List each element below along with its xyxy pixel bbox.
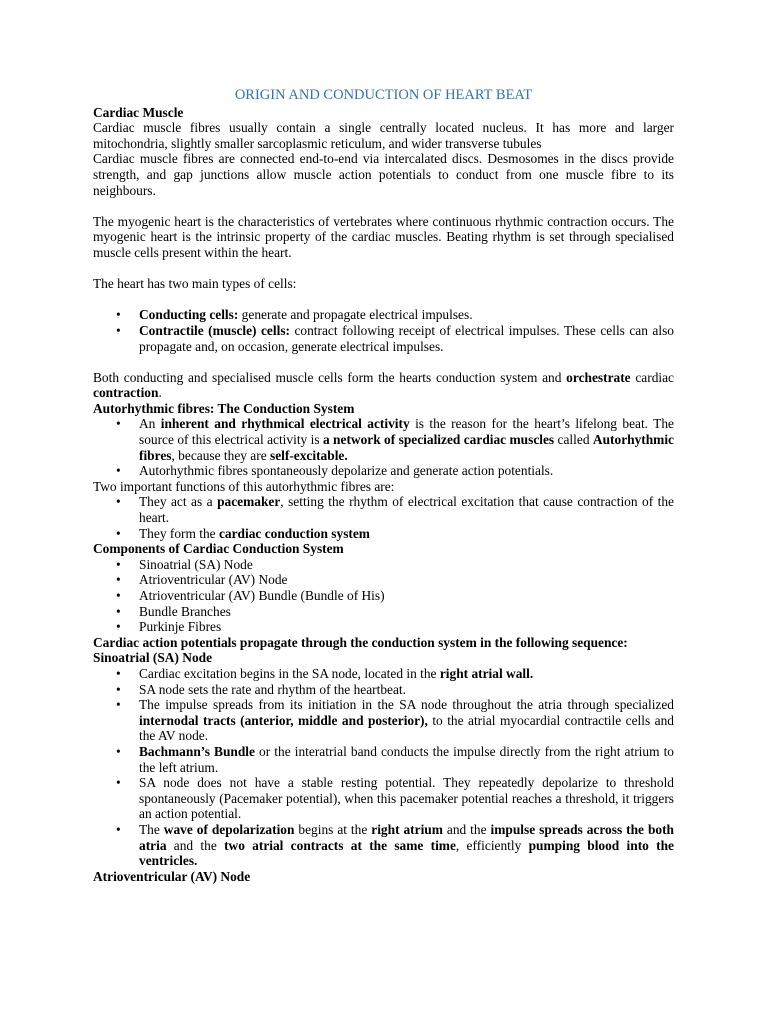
list-item: • They act as a pacemaker, setting the rhythm of electrical excitation that cause contraction of the heart. xyxy=(93,494,674,525)
list-item: • The wave of depolarization begins at the right atrium and the impulse spreads across the both atria and the two atrial contracts at the same time, efficiently pumping blood into the ventricles. xyxy=(93,822,674,869)
cell-types-list xyxy=(93,307,674,354)
list-item: • SA node does not have a stable resting potential. They repeatedly depolarize to threshold spontaneously (Pacemaker potential), when this pacemaker potential reaches a threshold, it triggers an action potential. xyxy=(93,775,674,822)
components-list xyxy=(93,557,674,635)
list-item: • They form the cardiac conduction system xyxy=(93,526,674,542)
list-item: • Bachmann’s Bundle or the interatrial band conducts the impulse directly from the right atrium to the left atrium. xyxy=(93,744,674,775)
paragraph: Two important functions of this autorhythmic fibres are: xyxy=(93,478,395,494)
list-item: • The impulse spreads from its initiation in the SA node throughout the atria through specialized internodal tracts (anterior, middle and posterior), to the atrial myocardial contractile cells and the AV node. xyxy=(93,697,674,744)
list-item: • Cardiac excitation begins in the SA node, located in the right atrial wall. xyxy=(93,666,674,682)
list-item: • Sinoatrial (SA) Node xyxy=(93,557,674,573)
list-item: • Purkinje Fibres xyxy=(93,619,674,635)
list-item: • An inherent and rhythmical electrical activity is the reason for the heart’s lifelong beat. The source of this electrical activity is a network of specialized cardiac muscles called Autorhythmic fibres, because they are self-excitable. xyxy=(93,416,674,463)
heading-cardiac-muscle: Cardiac Muscle xyxy=(93,104,184,120)
list-item: • Atrioventricular (AV) Node xyxy=(93,572,674,588)
list-item: • Contractile (muscle) cells: contract following receipt of electrical impulses. These cells can also propagate and, on occasion, generate electrical impulses. xyxy=(93,323,674,354)
list-item: • Autorhythmic fibres spontaneously depolarize and generate action potentials. xyxy=(93,463,674,479)
heading-components: Components of Cardiac Conduction System xyxy=(93,541,344,557)
list-item: • Conducting cells: generate and propagate electrical impulses. xyxy=(93,307,674,323)
paragraph: Both conducting and specialised muscle cells form the hearts conduction system and orchestrate cardiac contraction. xyxy=(93,369,674,401)
paragraph: The myogenic heart is the characteristics of vertebrates where continuous rhythmic contraction occurs. The myogenic heart is the intrinsic property of the cardiac muscles. Beating rhythm is set through specialised muscle cells present within the heart. xyxy=(93,213,674,260)
sa-node-list xyxy=(93,666,674,869)
paragraph: Cardiac muscle fibres usually contain a single centrally located nucleus. It has more and larger mitochondria, slightly smaller sarcoplasmic reticulum, and wider transverse tubules xyxy=(93,120,674,151)
paragraph: Cardiac muscle fibres are connected end-to-end via intercalated discs. Desmosomes in the discs provide strength, and gap junctions allow muscle action potentials to conduct from one muscle fibre to its neighbours. xyxy=(93,151,674,198)
heading-autorhythmic: Autorhythmic fibres: The Conduction System xyxy=(93,400,355,416)
autorhythmic-list xyxy=(93,416,674,478)
document-body xyxy=(93,88,674,884)
heading-sequence: Cardiac action potentials propagate through the conduction system in the following sequence: xyxy=(93,634,628,650)
list-item: • Bundle Branches xyxy=(93,604,674,620)
list-item: • SA node sets the rate and rhythm of the heartbeat. xyxy=(93,682,674,698)
document-title: ORIGIN AND CONDUCTION OF HEART BEAT xyxy=(234,87,533,103)
paragraph: The heart has two main types of cells: xyxy=(93,276,297,292)
heading-sa-node: Sinoatrial (SA) Node xyxy=(93,650,213,666)
heading-av-node: Atrioventricular (AV) Node xyxy=(93,868,251,884)
functions-list xyxy=(93,494,674,541)
list-item: • Atrioventricular (AV) Bundle (Bundle of His) xyxy=(93,588,674,604)
